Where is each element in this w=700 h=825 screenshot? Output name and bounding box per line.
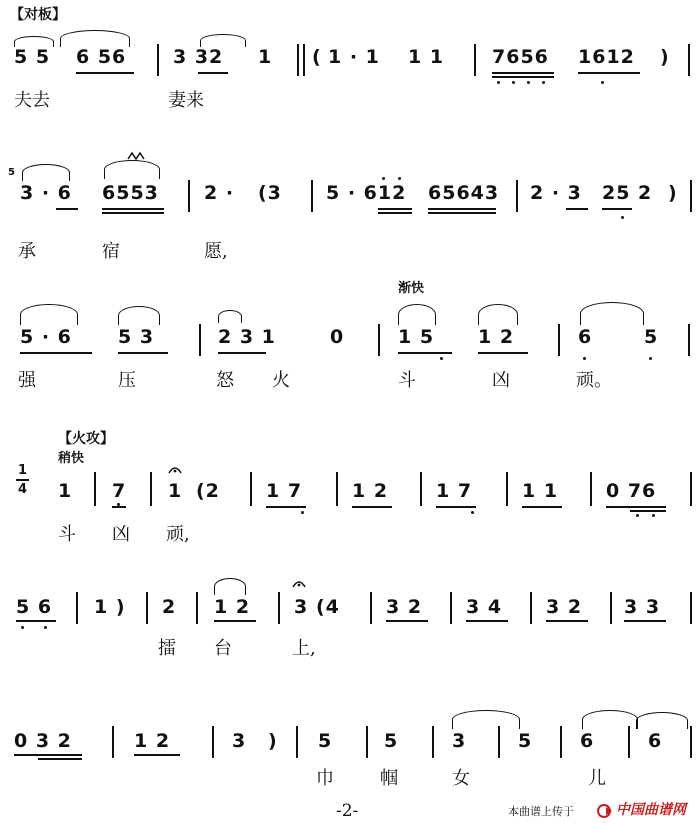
- underline: [118, 352, 168, 354]
- underline: [16, 620, 56, 622]
- note-group: 0 3 2: [14, 730, 72, 752]
- slur: [218, 310, 242, 323]
- barline: [336, 472, 338, 506]
- underline: [38, 758, 82, 760]
- slur: [580, 302, 644, 325]
- note-group: 1 2: [134, 730, 171, 752]
- octave-dot: [301, 511, 304, 514]
- underline: [578, 72, 640, 74]
- underline: [218, 352, 266, 354]
- note-group: 1 ): [94, 596, 126, 618]
- note-group: 6553: [102, 182, 159, 204]
- note-group: 1 7: [266, 480, 303, 502]
- barline: [432, 726, 434, 758]
- barline: [378, 324, 380, 356]
- underline: [630, 510, 666, 512]
- underline: [214, 620, 256, 622]
- lyric: 斗: [58, 524, 76, 545]
- section-marker: 【火攻】: [58, 431, 114, 447]
- barline: [94, 472, 96, 506]
- barline: [690, 472, 692, 506]
- lyric: 顽。: [576, 370, 612, 391]
- underline: [428, 208, 496, 210]
- barline: [420, 472, 422, 506]
- site-logo-icon: [597, 804, 613, 818]
- note-group: (3: [258, 182, 282, 204]
- octave-dot: [542, 81, 545, 84]
- lyric: 夫去: [14, 90, 50, 111]
- barline: [506, 472, 508, 506]
- barline: [370, 592, 372, 624]
- note-group: (4: [316, 596, 340, 618]
- barline: [296, 726, 298, 758]
- note-group: 2 ·: [204, 182, 235, 204]
- underline: [102, 208, 164, 210]
- octave-dot: [601, 81, 604, 84]
- barline: [516, 180, 518, 212]
- barline: [688, 44, 690, 76]
- note-group: 3 2: [546, 596, 583, 618]
- barline: [688, 324, 690, 356]
- paren-close: ): [668, 182, 678, 204]
- note-group: 1: [258, 46, 273, 68]
- barline: [590, 472, 592, 506]
- underline: [56, 208, 78, 210]
- octave-dot: [652, 514, 655, 517]
- note-group: 1612: [578, 46, 635, 68]
- note-group: 7: [112, 480, 127, 502]
- underline: [492, 72, 554, 74]
- upload-note: 本曲谱上传于: [508, 805, 574, 818]
- tempo-marking: 稍快: [58, 451, 85, 466]
- lyric: 承: [18, 241, 36, 262]
- fermata-icon: [292, 578, 306, 588]
- note-group: 0: [330, 326, 345, 348]
- lyric: 巾: [316, 768, 334, 789]
- octave-dot: [440, 357, 443, 360]
- underline: [112, 506, 126, 508]
- barline: [199, 324, 201, 356]
- barline: [560, 726, 562, 758]
- slur: [398, 304, 436, 325]
- underline: [624, 620, 666, 622]
- double-barline: [303, 44, 305, 76]
- octave-dot: [583, 357, 586, 360]
- mordent-icon: [128, 152, 144, 160]
- note-group: 2: [162, 596, 177, 618]
- underline: [606, 506, 666, 508]
- note-group: 3: [232, 730, 247, 752]
- note-group: 5 3: [118, 326, 155, 348]
- note-group: 6: [578, 326, 593, 348]
- note-group: 1 1: [522, 480, 559, 502]
- site-logo: 中国曲谱网: [616, 802, 686, 818]
- lyric: 凶: [492, 370, 510, 391]
- lyric: 压: [118, 370, 136, 391]
- note-group: 1 · 1: [328, 46, 380, 68]
- barline: [610, 592, 612, 624]
- underline: [198, 72, 228, 74]
- lyric: 顽,: [166, 524, 190, 545]
- lyric: 凶: [112, 524, 130, 545]
- slur: [104, 160, 160, 179]
- barline: [112, 726, 114, 758]
- double-barline: [297, 44, 299, 76]
- note-group: 5 5: [14, 46, 51, 68]
- lyric: 愿,: [204, 241, 228, 262]
- octave-dot: [497, 81, 500, 84]
- note-group: 5: [384, 730, 399, 752]
- slur: [14, 36, 54, 47]
- slur: [478, 304, 518, 325]
- note-group: 5 · 612: [326, 182, 407, 204]
- fermata-icon: [168, 464, 182, 474]
- note-group: 2 3 1: [218, 326, 276, 348]
- note-group: 0 76: [606, 480, 657, 502]
- barline: [474, 44, 476, 76]
- barline: [690, 180, 692, 212]
- octave-dot: [527, 81, 530, 84]
- tempo-marking: 渐快: [398, 281, 425, 296]
- underline: [76, 72, 134, 74]
- note-group: 1 2: [352, 480, 389, 502]
- barline: [558, 324, 560, 356]
- note-group: 6 56: [76, 46, 127, 68]
- octave-dot: [21, 626, 24, 629]
- underline: [602, 208, 632, 210]
- octave-dot: [512, 81, 515, 84]
- lyric: 妻来: [168, 90, 204, 111]
- time-signature-line: [16, 479, 29, 481]
- lyric: 宿: [102, 241, 120, 262]
- barline: [366, 726, 368, 758]
- slur: [60, 30, 130, 47]
- note-group: 5: [318, 730, 333, 752]
- barline: [76, 592, 78, 624]
- time-signature-bottom: 4: [18, 482, 28, 497]
- octave-dot: [649, 357, 652, 360]
- note-group: 3 3: [624, 596, 661, 618]
- octave-dot: [44, 626, 47, 629]
- underline: [352, 506, 392, 508]
- underline: [398, 352, 452, 354]
- underline: [522, 506, 562, 508]
- lyric: 上,: [292, 638, 316, 659]
- lyric: 女: [452, 768, 470, 789]
- barline: [212, 726, 214, 758]
- lyric: 台: [214, 638, 232, 659]
- note-group: 3: [294, 596, 309, 618]
- underline: [266, 506, 306, 508]
- barline: [146, 592, 148, 624]
- note-group: 5: [644, 326, 659, 348]
- barline: [628, 726, 630, 758]
- slur: [214, 578, 246, 595]
- underline: [436, 506, 476, 508]
- paren-close: ): [660, 46, 670, 68]
- barline: [150, 472, 152, 506]
- section-marker: 【对板】: [10, 7, 66, 23]
- octave-dot: [117, 503, 120, 506]
- barline: [690, 726, 692, 758]
- note-group: 65643: [428, 182, 500, 204]
- note-group: (2: [196, 480, 220, 502]
- note-group: 5: [518, 730, 533, 752]
- note-group: 3: [452, 730, 467, 752]
- note-group: 6: [648, 730, 663, 752]
- note-group: 25 2: [602, 182, 653, 204]
- underline: [14, 754, 82, 756]
- octave-dot: [636, 514, 639, 517]
- barline: [450, 592, 452, 624]
- underline: [102, 212, 164, 214]
- page-number: -2-: [336, 801, 359, 821]
- slur: [636, 712, 688, 729]
- octave-dot: [382, 177, 385, 180]
- barline: [690, 592, 692, 624]
- note-group: 2 · 3: [530, 182, 582, 204]
- paren-open: (: [312, 46, 322, 68]
- note-group: 3 2: [386, 596, 423, 618]
- barline: [250, 472, 252, 506]
- note-group: 1 1: [408, 46, 445, 68]
- slur: [22, 164, 70, 181]
- slur: [20, 304, 78, 325]
- octave-dot: [621, 216, 624, 219]
- note-group: 1 5: [398, 326, 435, 348]
- underline: [20, 352, 92, 354]
- underline: [566, 208, 588, 210]
- barline: [278, 592, 280, 624]
- lyric: 擂: [158, 638, 176, 659]
- barline: [157, 44, 159, 76]
- grace-note: 5: [8, 167, 15, 178]
- note-group: 1 2: [214, 596, 251, 618]
- octave-dot: [471, 511, 474, 514]
- underline: [378, 212, 412, 214]
- note-group: 5 6: [16, 596, 53, 618]
- note-group: 5 · 6: [20, 326, 72, 348]
- underline: [492, 76, 554, 78]
- barline: [498, 726, 500, 758]
- barline: [311, 180, 313, 212]
- note-group: 1 7: [436, 480, 473, 502]
- lyric: 斗: [398, 370, 416, 391]
- note-group: 7656: [492, 46, 549, 68]
- note-group: 3 32: [173, 46, 224, 68]
- time-signature-top: 1: [18, 463, 28, 478]
- paren-close: ): [268, 730, 278, 752]
- underline: [546, 620, 588, 622]
- slur: [452, 710, 520, 729]
- lyric: 火: [272, 370, 290, 391]
- slur: [118, 306, 160, 325]
- slur: [582, 710, 638, 729]
- barline: [188, 180, 190, 212]
- underline: [466, 620, 508, 622]
- underline: [378, 208, 412, 210]
- barline: [530, 592, 532, 624]
- underline: [428, 212, 496, 214]
- lyric: 帼: [380, 768, 398, 789]
- lyric: 强: [18, 370, 36, 391]
- note-group: 3 · 6: [20, 182, 72, 204]
- note-group: 1: [168, 480, 183, 502]
- lyric: 怒: [216, 370, 234, 391]
- barline: [196, 592, 198, 624]
- underline: [478, 352, 528, 354]
- underline: [386, 620, 428, 622]
- note-group: 6: [580, 730, 595, 752]
- underline: [134, 754, 180, 756]
- note-group: 3 4: [466, 596, 503, 618]
- slur: [200, 34, 246, 47]
- lyric: 儿: [588, 768, 606, 789]
- note-group: 1: [58, 480, 73, 502]
- octave-dot: [398, 177, 401, 180]
- note-group: 1 2: [478, 326, 515, 348]
